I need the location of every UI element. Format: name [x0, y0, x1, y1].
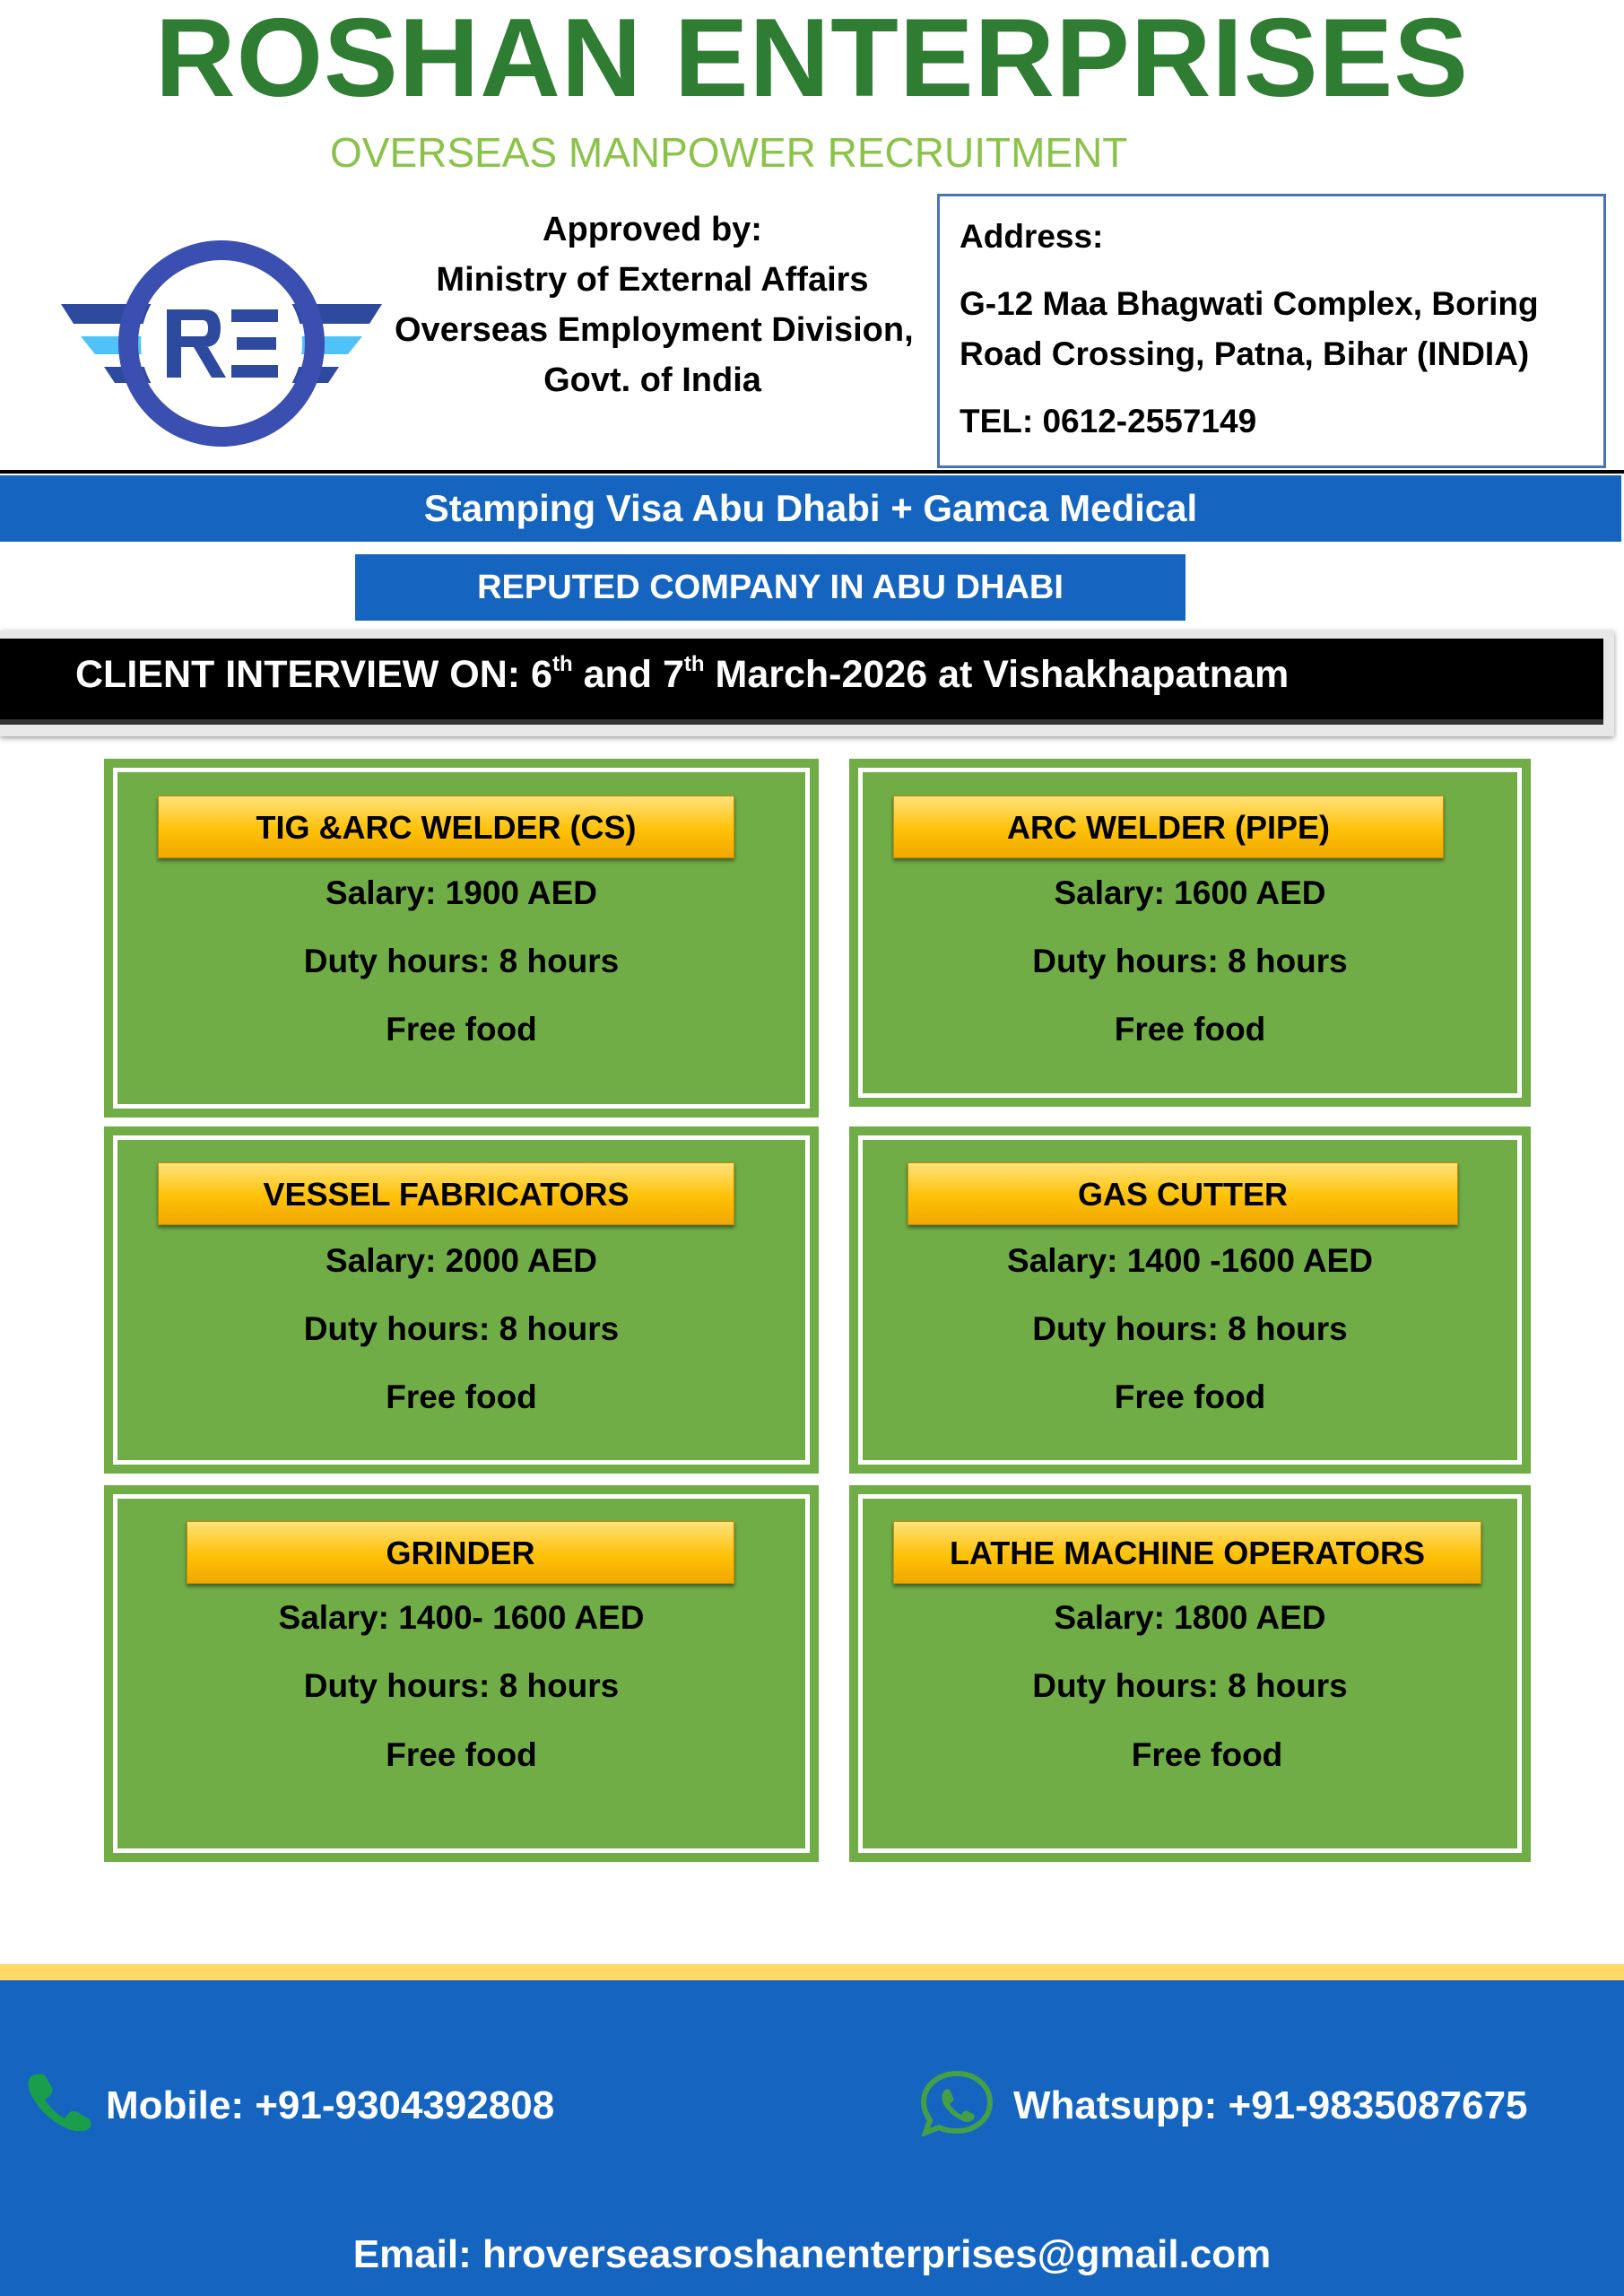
job-card-gas-cutter — [849, 1126, 1531, 1474]
job-salary: Salary: 2000 AED — [325, 1242, 598, 1279]
divider — [0, 470, 1624, 474]
job-title: GAS CUTTER — [908, 1162, 1458, 1225]
job-duty-hours: Duty hours: 8 hours — [303, 1310, 620, 1347]
job-salary: Salary: 1400 -1600 AED — [1007, 1242, 1373, 1279]
job-food: Free food — [386, 1011, 537, 1048]
interview-sup-2: th — [683, 652, 705, 676]
whatsapp-number[interactable]: Whatsupp: +91-9835087675 — [1013, 2083, 1528, 2127]
job-card-vessel-fabricators — [104, 1126, 819, 1474]
visa-banner: Stamping Visa Abu Dhabi + Gamca Medical — [0, 475, 1621, 542]
job-duty-hours: Duty hours: 8 hours — [1032, 943, 1348, 979]
interview-banner — [0, 639, 1603, 725]
approval-division: Overseas Employment Division, — [395, 311, 914, 349]
footer-stripe — [0, 1964, 1624, 1980]
interview-mid: and 7 — [572, 653, 684, 696]
job-card-lathe-machine-operators — [849, 1485, 1531, 1862]
address-line-1: G-12 Maa Bhagwati Complex, Boring — [960, 285, 1539, 322]
job-duty-hours: Duty hours: 8 hours — [303, 1667, 620, 1704]
job-salary: Salary: 1800 AED — [1054, 1599, 1326, 1636]
job-food: Free food — [1114, 1011, 1266, 1048]
address-label: Address: — [960, 218, 1104, 255]
job-salary: Salary: 1900 AED — [325, 874, 598, 911]
interview-prefix: CLIENT INTERVIEW ON: 6 — [75, 653, 552, 696]
job-title: ARC WELDER (PIPE) — [893, 796, 1444, 858]
approval-ministry: Ministry of External Affairs — [436, 261, 869, 299]
job-food: Free food — [1114, 1378, 1266, 1415]
job-salary: Salary: 1400- 1600 AED — [278, 1599, 645, 1636]
address-line-2: Road Crossing, Patna, Bihar (INDIA) — [960, 335, 1530, 372]
job-card-arc-welder-pipe — [849, 759, 1531, 1107]
job-food: Free food — [386, 1736, 537, 1773]
job-card-tig-arc-welder — [104, 759, 819, 1118]
company-logo — [61, 238, 382, 453]
job-title: GRINDER — [187, 1521, 734, 1584]
contact-footer — [0, 1980, 1624, 2296]
phone-icon — [25, 2072, 95, 2131]
job-title: LATHE MACHINE OPERATORS — [893, 1521, 1481, 1584]
job-salary: Salary: 1600 AED — [1054, 874, 1326, 911]
job-duty-hours: Duty hours: 8 hours — [1032, 1667, 1348, 1704]
company-name: ROSHAN ENTERPRISES — [155, 0, 1469, 120]
email-address[interactable]: Email: hroverseasroshanenterprises@gmail.com — [352, 2232, 1272, 2276]
job-card-grinder — [104, 1485, 819, 1862]
approval-heading: Approved by: — [543, 211, 762, 248]
company-banner: REPUTED COMPANY IN ABU DHABI — [355, 554, 1185, 621]
job-food: Free food — [1131, 1736, 1283, 1773]
whatsapp-icon — [918, 2070, 995, 2136]
job-duty-hours: Duty hours: 8 hours — [303, 943, 620, 979]
telephone: TEL: 0612-2557149 — [960, 403, 1257, 439]
approval-block — [395, 204, 914, 405]
mobile-number[interactable]: Mobile: +91-9304392808 — [106, 2083, 555, 2127]
re-logo-icon — [61, 238, 382, 453]
address-text — [960, 279, 1584, 379]
tagline: OVERSEAS MANPOWER RECRUITMENT — [330, 129, 1128, 176]
job-title: VESSEL FABRICATORS — [158, 1162, 734, 1225]
approval-govt: Govt. of India — [543, 361, 761, 399]
interview-suffix: March-2026 at Vishakhapatnam — [704, 653, 1290, 696]
job-duty-hours: Duty hours: 8 hours — [1032, 1310, 1348, 1347]
address-box — [937, 194, 1606, 468]
job-food: Free food — [386, 1378, 537, 1415]
job-title: TIG &ARC WELDER (CS) — [158, 796, 734, 858]
interview-sup-1: th — [551, 652, 573, 676]
